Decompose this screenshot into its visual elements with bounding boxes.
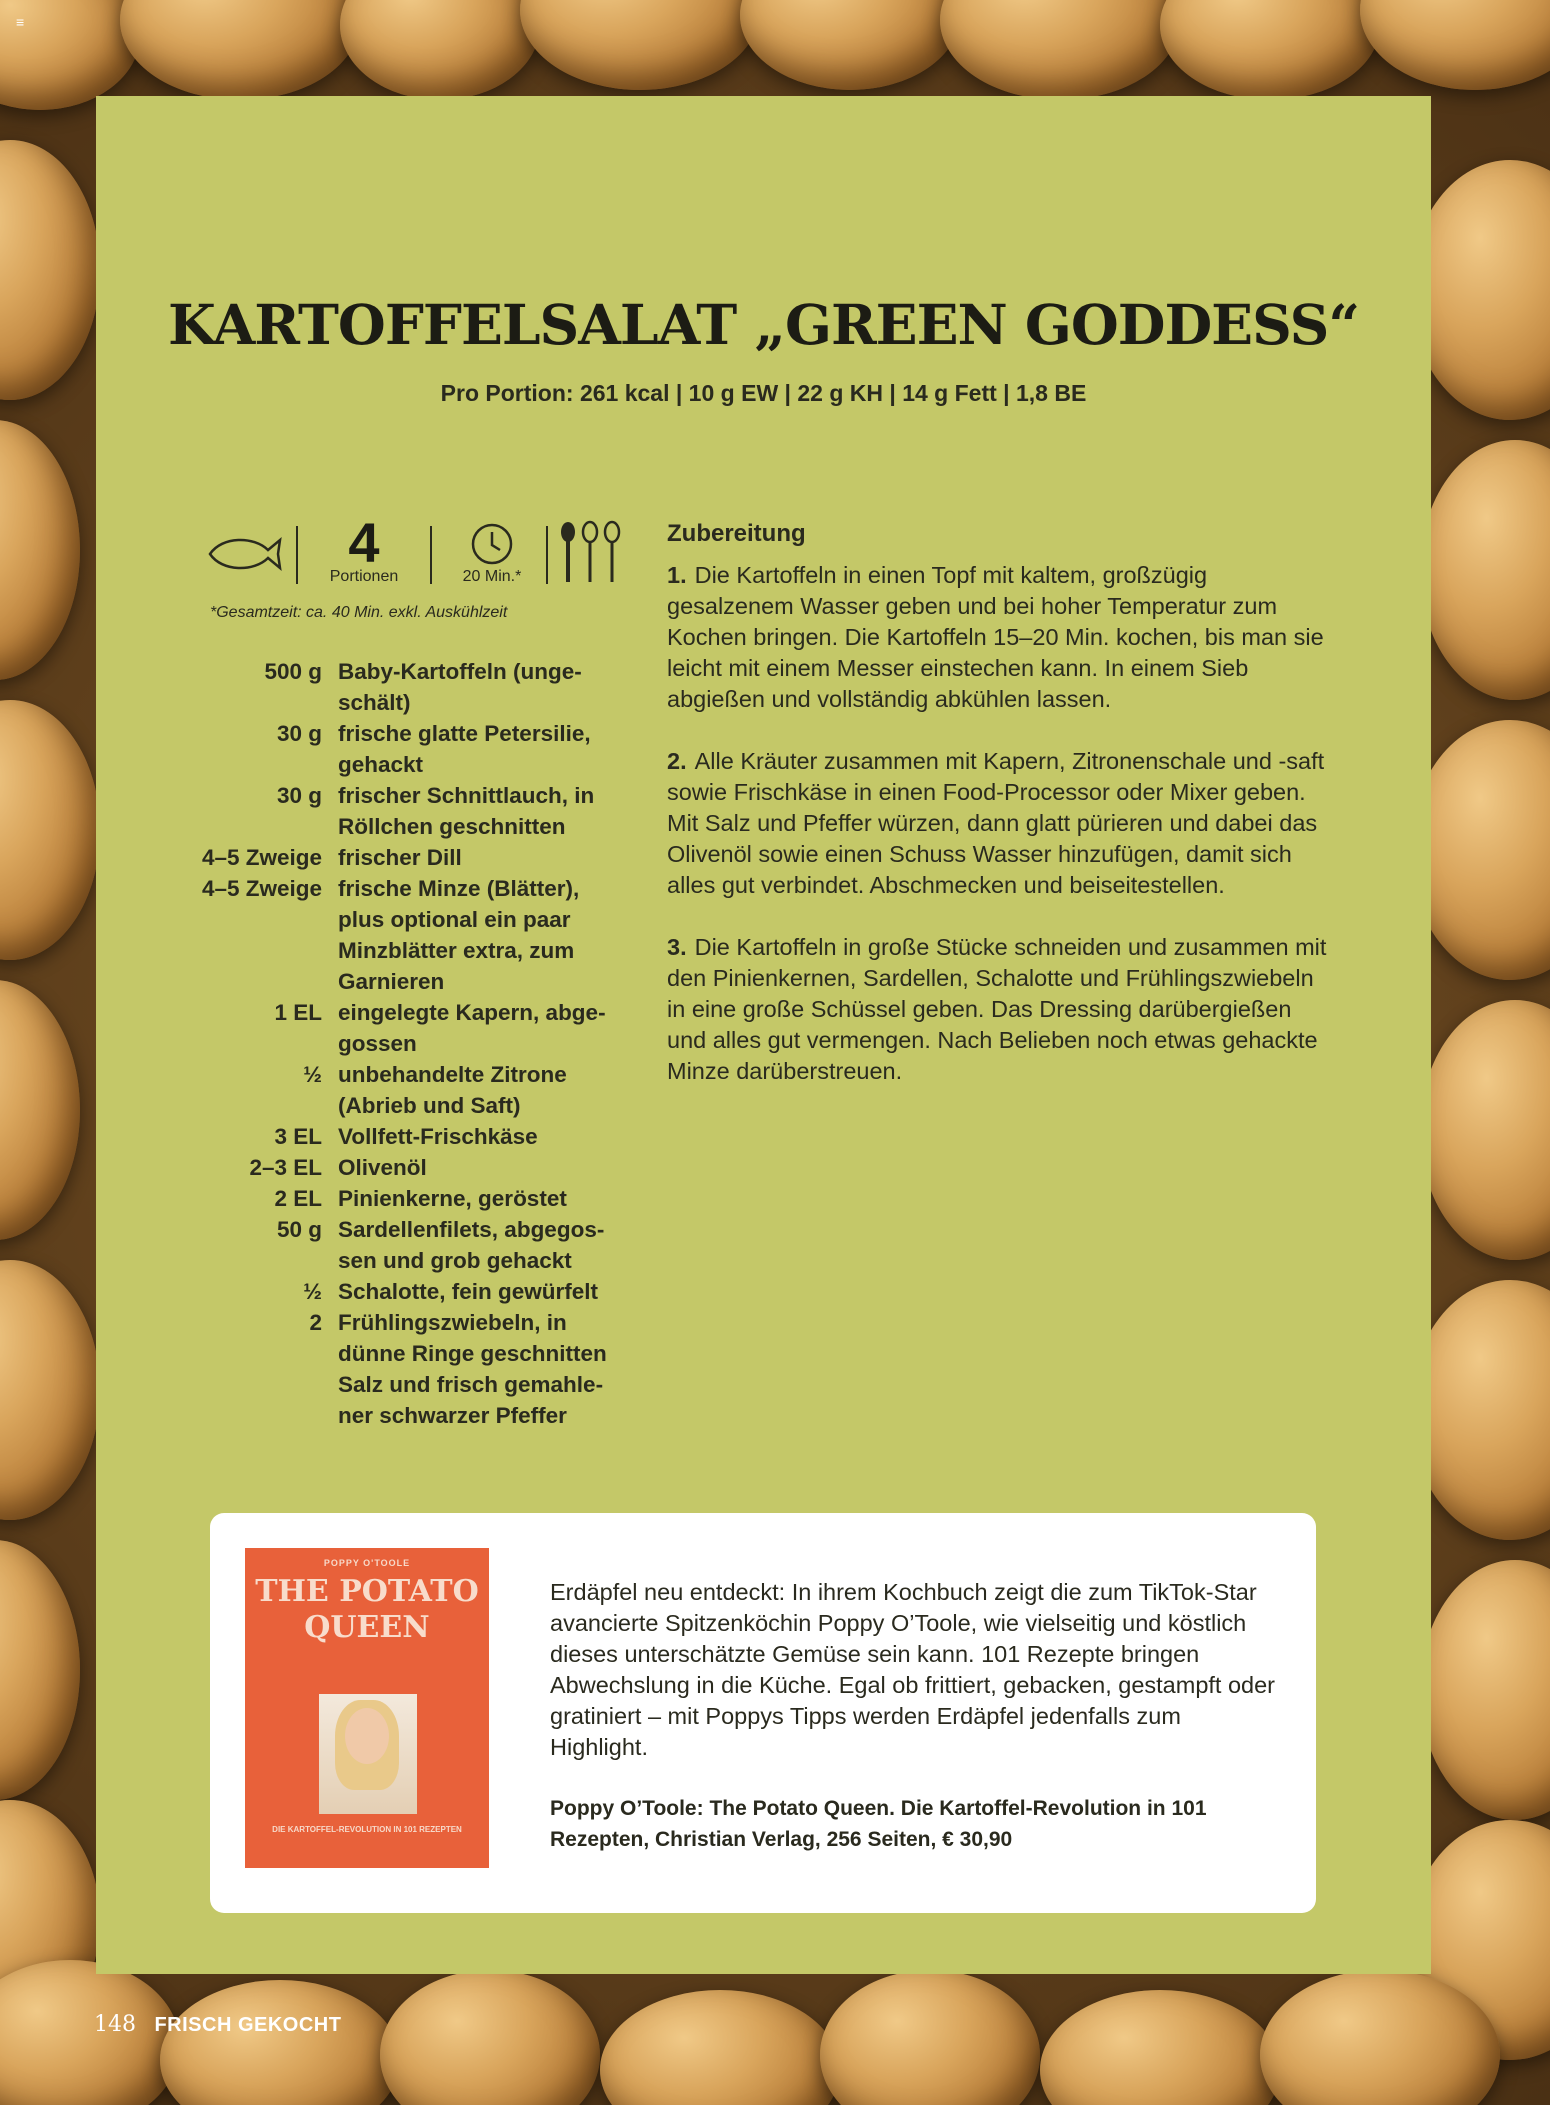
ingredient-quantity: 500 g — [264, 659, 322, 684]
book-credit: Poppy O’Toole: The Potato Queen. Die Kartoffel-Revolution in 101 Rezepten, Christian Verlag, 256 Seiten, € 30,90 — [550, 1797, 1207, 1851]
ingredient-quantity: ½ — [303, 1279, 322, 1304]
preparation — [667, 520, 1327, 1118]
ingredient-name: frische glatte Petersilie, gehackt — [338, 721, 591, 777]
potato — [0, 1260, 100, 1520]
ingredient-name: Schalotte, fein gewürfelt — [338, 1279, 599, 1304]
time-label: 20 Min.* — [462, 568, 522, 585]
ingredient-row — [192, 1369, 652, 1431]
potato — [0, 980, 80, 1240]
potato — [1410, 1280, 1550, 1540]
ingredient-name: Baby-Kartoffeln (unge- schält) — [338, 659, 582, 715]
ingredient-quantity: ½ — [303, 1062, 322, 1087]
section-name: FRISCH GEKOCHT — [154, 2014, 342, 2036]
ingredient-row — [192, 1152, 652, 1183]
ingredient-name: Salz und frisch gemahle- ner schwarzer Pfeffer — [338, 1372, 604, 1428]
recipe-icons — [208, 511, 638, 590]
potato — [740, 0, 960, 90]
cover-photo — [319, 1694, 417, 1814]
potato — [1160, 0, 1380, 100]
ingredient-quantity: 4–5 Zweige — [201, 876, 322, 901]
potato — [1420, 1560, 1550, 1820]
potato — [820, 1970, 1040, 2105]
cover-author: POPPY O'TOOLE — [323, 1558, 411, 1568]
potato — [940, 0, 1180, 100]
step-number: 3. — [667, 934, 687, 960]
step-number: 1. — [667, 562, 687, 588]
ingredient-quantity: 3 EL — [274, 1124, 322, 1149]
ingredient-row — [192, 656, 652, 718]
ingredient-row — [192, 780, 652, 842]
book-cover[interactable] — [245, 1548, 489, 1868]
servings-count: 4 — [348, 511, 380, 574]
ingredient-name: Sardellenfilets, abgegos- sen und grob gehackt — [338, 1217, 605, 1273]
ingredient-row — [192, 842, 652, 873]
ingredient-list — [192, 656, 652, 1431]
preparation-step — [667, 932, 1327, 1087]
ingredient-name: frische Minze (Blätter), plus optional ein paar Minzblätter extra, zum Garnieren — [338, 876, 580, 994]
ingredient-name: frischer Dill — [338, 845, 462, 870]
potato — [1410, 720, 1550, 980]
ingredient-row — [192, 1276, 652, 1307]
preparation-step — [667, 746, 1327, 901]
potato — [0, 420, 80, 680]
recipe-panel — [96, 96, 1431, 1974]
ingredient-name: Frühlingszwiebeln, in dünne Ringe geschnitten — [338, 1310, 607, 1366]
ingredient-name: unbehandelte Zitrone (Abrieb und Saft) — [338, 1062, 567, 1118]
clock-icon — [470, 522, 514, 566]
icon-divider — [296, 526, 298, 584]
cover-subtitle: DIE KARTOFFEL-REVOLUTION IN 101 REZEPTEN — [272, 1825, 462, 1834]
ingredient-quantity: 4–5 Zweige — [201, 845, 322, 870]
potato — [1420, 1000, 1550, 1260]
potato — [1360, 0, 1550, 90]
preparation-step — [667, 560, 1327, 715]
step-text: Die Kartoffeln in große Stücke schneiden und zusammen mit den Pinienkernen, Sardellen, Schalotte und Frühlingszwiebeln in eine große Schüssel geben. Das Dressing darübergießen und alles gut vermengen. Nach Belieben noch etwas gehackte Minze darüberstreuen. — [667, 934, 1327, 1084]
cover-title: THE POTATO QUEEN — [255, 1574, 479, 1645]
ingredient-quantity: 30 g — [276, 721, 322, 746]
icon-divider — [430, 526, 432, 584]
ingredient-quantity: 30 g — [276, 783, 322, 808]
step-text: Alle Kräuter zusammen mit Kapern, Zitronenschale und -saft sowie Frischkäse in einen Food-Processor oder Mixer geben. Mit Salz und Pfeffer würzen, dann glatt pürieren und dabei das Olivenöl sowie einen Schuss Wasser hinzufügen, damit sich alles gut verbindet. Abschmecken und beiseitestellen. — [667, 748, 1325, 898]
potato — [520, 0, 760, 90]
ingredient-row — [192, 1121, 652, 1152]
ingredient-quantity: 2–3 EL — [249, 1155, 322, 1180]
potato — [0, 140, 100, 400]
time-footnote: *Gesamtzeit: ca. 40 Min. exkl. Auskühlzeit — [210, 604, 508, 621]
page-footer — [94, 2012, 341, 2037]
time-block — [440, 520, 544, 590]
potato — [160, 1980, 400, 2105]
potato — [600, 1990, 840, 2105]
fish-icon — [208, 520, 282, 590]
ingredient-name: Olivenöl — [338, 1155, 427, 1180]
potato — [120, 0, 360, 100]
ingredient-row — [192, 1059, 652, 1121]
cutlery-icon — [558, 520, 628, 590]
ingredient-row — [192, 1307, 652, 1369]
recipe-title: KARTOFFELSALAT „GREEN GODDESS“ — [168, 292, 1359, 357]
ingredient-row — [192, 1214, 652, 1276]
icon-divider — [546, 526, 548, 584]
ingredient-name: frischer Schnittlauch, in Röllchen geschnitten — [338, 783, 595, 839]
book-recommendation — [210, 1513, 1316, 1913]
ingredient-name: eingelegte Kapern, abge- gossen — [338, 1000, 606, 1056]
ingredient-quantity: 2 — [309, 1310, 322, 1335]
nutrition-info: Pro Portion: 261 kcal | 10 g EW | 22 g KH | 14 g Fett | 1,8 BE — [440, 380, 1087, 406]
menu-icon[interactable]: ≡ — [16, 14, 25, 30]
potato — [1040, 1990, 1280, 2105]
ingredient-row — [192, 718, 652, 780]
servings-label: Portionen — [329, 568, 399, 585]
ingredient-quantity: 50 g — [276, 1217, 322, 1242]
ingredient-quantity — [192, 1369, 338, 1431]
ingredient-name: Pinienkerne, geröstet — [338, 1186, 567, 1211]
potato — [380, 1970, 600, 2105]
potato — [0, 700, 100, 960]
potato — [0, 1540, 80, 1800]
book-description: Erdäpfel neu entdeckt: In ihrem Kochbuch zeigt die zum TikTok-Star avancierte Spitzenköchin Poppy O’Toole, wie vielseitig und köstlich dieses unterschätzte Gemüse sein kann. 101 Rezepte bringen Abwechslung in die Küche. Egal ob frittiert, gebacken, gestampft oder gratiniert – mit Poppys Tipps werden Erdäpfel jedenfalls zum Highlight. — [550, 1579, 1276, 1760]
potato — [1420, 440, 1550, 700]
step-text: Die Kartoffeln in einen Topf mit kaltem, großzügig gesalzenem Wasser geben und bei hoher Temperatur zum Kochen bringen. Die Kartoffeln 15–20 Min. kochen, bis man sie leicht mit einem Messer einstechen kann. In einem Sieb abgießen und vollständig abkühlen lassen. — [667, 562, 1324, 712]
preparation-title: Zubereitung — [667, 520, 806, 547]
step-number: 2. — [667, 748, 687, 774]
ingredient-quantity: 1 EL — [274, 1000, 322, 1025]
servings-block — [312, 511, 416, 590]
page-number: 148 — [94, 2012, 136, 2037]
potato — [1410, 160, 1550, 420]
ingredient-name: Vollfett-Frischkäse — [338, 1124, 538, 1149]
ingredient-quantity: 2 EL — [274, 1186, 322, 1211]
ingredient-row — [192, 873, 652, 997]
potato — [340, 0, 540, 100]
ingredient-row — [192, 1183, 652, 1214]
ingredient-row — [192, 997, 652, 1059]
